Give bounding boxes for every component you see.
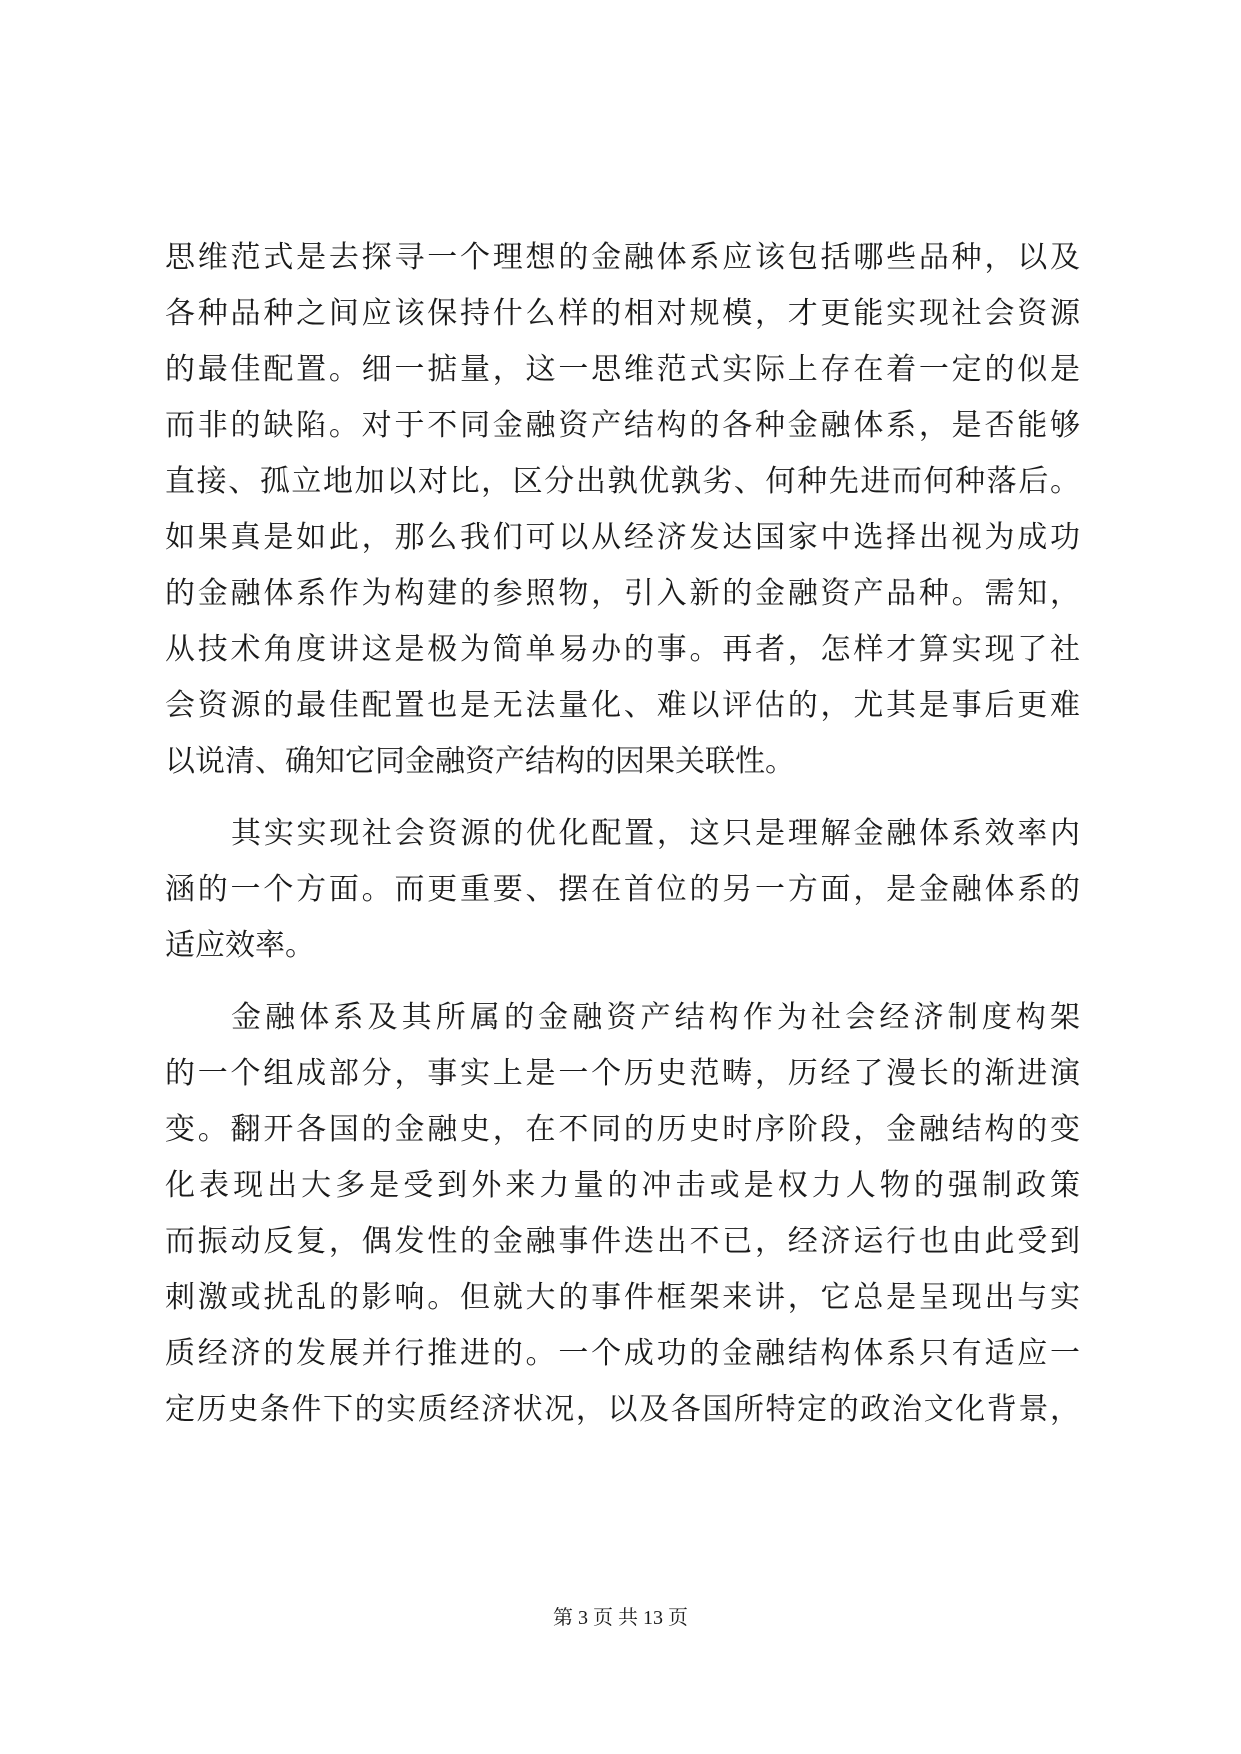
text-line: 变。翻开各国的金融史，在不同的历史时序阶段，金融结构的变 [165,1112,1080,1147]
text-line: 以说清、确知它同金融资产结构的因果关联性。 [165,744,795,779]
text-line: 的最佳配置。细一掂量，这一思维范式实际上存在着一定的似是 [165,352,1080,387]
text-line: 涵的一个方面。而更重要、摆在首位的另一方面，是金融体系的 [165,872,1080,907]
text-line: 适应效率。 [165,928,315,963]
text-line: 的一个组成部分，事实上是一个历史范畴，历经了漫长的渐进演 [165,1056,1080,1091]
text-line: 化表现出大多是受到外来力量的冲击或是权力人物的强制政策 [165,1168,1080,1203]
text-line: 如果真是如此，那么我们可以从经济发达国家中选择出视为成功 [165,520,1080,555]
page-number-footer: 第 3 页 共 13 页 [553,1607,688,1629]
paragraph [165,806,1080,974]
text-line: 金融体系及其所属的金融资产结构作为社会经济制度构架 [231,1000,1080,1035]
text-line: 各种品种之间应该保持什么样的相对规模，才更能实现社会资源 [165,296,1080,331]
text-line: 的金融体系作为构建的参照物，引入新的金融资产品种。需知， [165,576,1080,611]
text-line: 质经济的发展并行推进的。一个成功的金融结构体系只有适应一 [165,1336,1080,1371]
text-line: 其实实现社会资源的优化配置，这只是理解金融体系效率内 [231,816,1080,851]
paragraph [165,990,1080,1438]
text-line: 会资源的最佳配置也是无法量化、难以评估的，尤其是事后更难 [165,688,1080,723]
text-line: 定历史条件下的实质经济状况，以及各国所特定的政治文化背景， [165,1392,1080,1427]
text-line: 而非的缺陷。对于不同金融资产结构的各种金融体系，是否能够 [165,408,1080,443]
text-line: 从技术角度讲这是极为简单易办的事。再者，怎样才算实现了社 [165,632,1080,667]
text-line: 刺激或扰乱的影响。但就大的事件框架来讲，它总是呈现出与实 [165,1280,1080,1315]
text-line: 思维范式是去探寻一个理想的金融体系应该包括哪些品种，以及 [165,240,1080,275]
text-line: 而振动反复，偶发性的金融事件迭出不已，经济运行也由此受到 [165,1224,1080,1259]
body-text [165,230,1080,1438]
text-line: 直接、孤立地加以对比，区分出孰优孰劣、何种先进而何种落后。 [165,464,1080,499]
paragraph [165,230,1080,790]
